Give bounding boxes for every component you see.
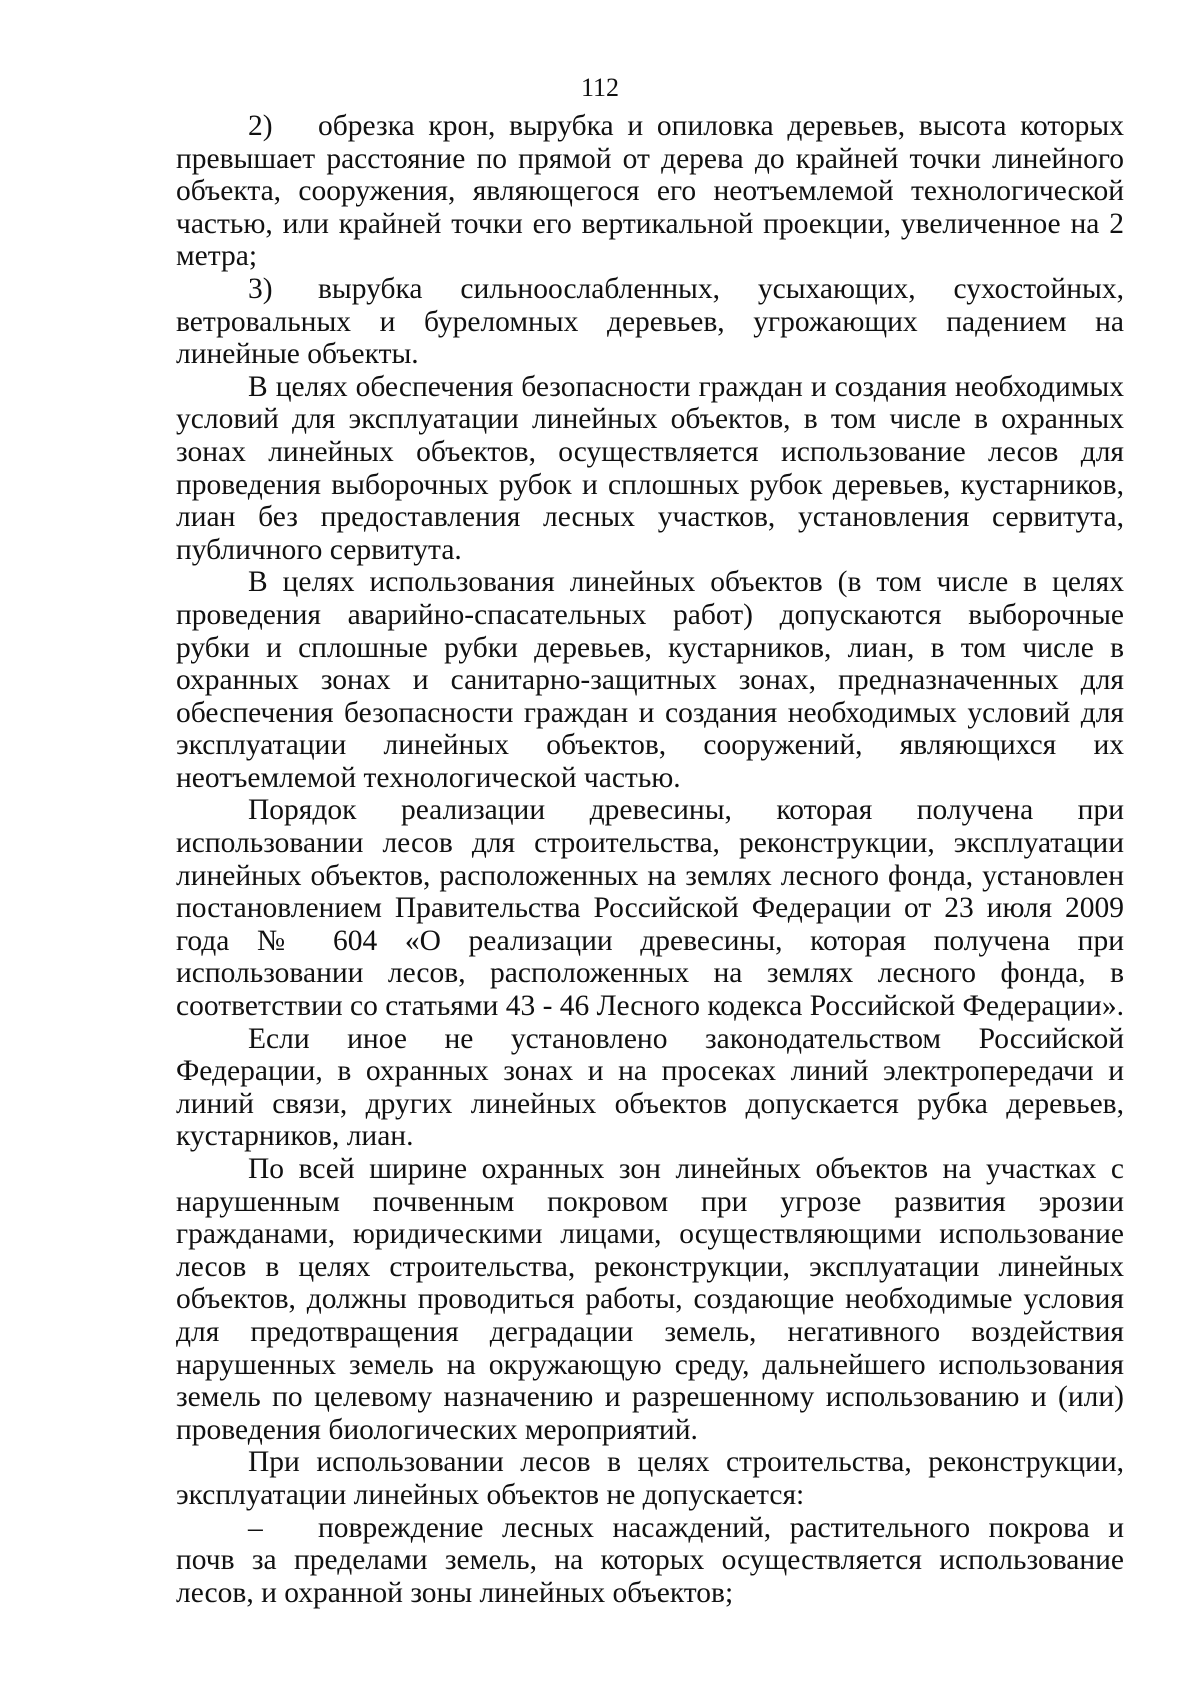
- list-item-text: обрезка крон, вырубка и опиловка деревьев, высота которых превышает расстояние по прямой от дерева до крайней точки линейного объекта, сооружения, являющегося его неотъемлемой технологической частью, или крайней точки его вертикальной проекции, увеличенное на 2 метра;: [176, 110, 1124, 273]
- paragraph-erosion-works: По всей ширине охранных зон линейных объектов на участках с нарушенным почвенным покровом при угрозе развития эрозии гражданами, юридическими лицами, осуществляющими использование лесов в целях строительства, реконструкции, эксплуатации линейных объектов, должны проводиться работы, создающие необходимые условия для предотвращения деградации земель, негативного воздействия нарушенных земель на окружающую среду, дальнейшего использования земель по целевому назначению и разрешенному использованию и (или) проведения биологических мероприятий.: [176, 1153, 1124, 1446]
- list-item-text: повреждение лесных насаждений, растительного покрова и почв за пределами земель, на которых осуществляется использование лесов, и охранной зоны линейных объектов;: [176, 1511, 1124, 1609]
- paragraph-timber-sale-order: Порядок реализации древесины, которая получена при использовании лесов для строительства, реконструкции, эксплуатации линейных объектов, расположенных на землях лесного фонда, установлен постановлением Правительства Российской Федерации от 23 июля 2009 года № 604 «О реализации древесины, которая получена при использовании лесов, расположенных на землях лесного фонда, в соответствии со статьями 43 - 46 Лесного кодекса Российской Федерации».: [176, 794, 1124, 1023]
- list-item-marker: 2): [248, 110, 273, 142]
- paragraph-protected-zones: Если иное не установлено законодательством Российской Федерации, в охранных зонах и на просеках линий электропередачи и линий связи, других линейных объектов допускается рубка деревьев, кустарников, лиан.: [176, 1022, 1124, 1153]
- dash-marker: –: [248, 1511, 263, 1544]
- list-item-2: [176, 110, 1124, 273]
- list-item-marker: 3): [248, 272, 273, 305]
- paragraph-safety-logging: В целях обеспечения безопасности граждан и создания необходимых условий для эксплуатации линейных объектов, в том числе в охранных зонах линейных объектов, осуществляется использование лесов для проведения выборочных рубок и сплошных рубок деревьев, кустарников, лиан без предоставления лесных участков, установления сервитута, публичного сервитута.: [176, 370, 1124, 566]
- list-item-text: вырубка сильноослабленных, усыхающих, сухостойных, ветровальных и буреломных деревьев, угрожающих падением на линейные объекты.: [176, 272, 1124, 371]
- list-item-dash: [176, 1512, 1124, 1610]
- document-body: [176, 110, 1124, 1609]
- paragraph-prohibitions-intro: При использовании лесов в целях строительства, реконструкции, эксплуатации линейных объектов не допускается:: [176, 1446, 1124, 1511]
- paragraph-linear-objects-use: В целях использования линейных объектов (в том числе в целях проведения аварийно-спасательных работ) допускаются выборочные рубки и сплошные рубки деревьев, кустарников, лиан, в том числе в охранных зонах и санитарно-защитных зонах, предназначенных для обеспечения безопасности граждан и создания необходимых условий для эксплуатации линейных объектов, сооружений, являющихся их неотъемлемой технологической частью.: [176, 566, 1124, 794]
- page-number: 112: [580, 73, 620, 102]
- list-item-3: [176, 273, 1124, 371]
